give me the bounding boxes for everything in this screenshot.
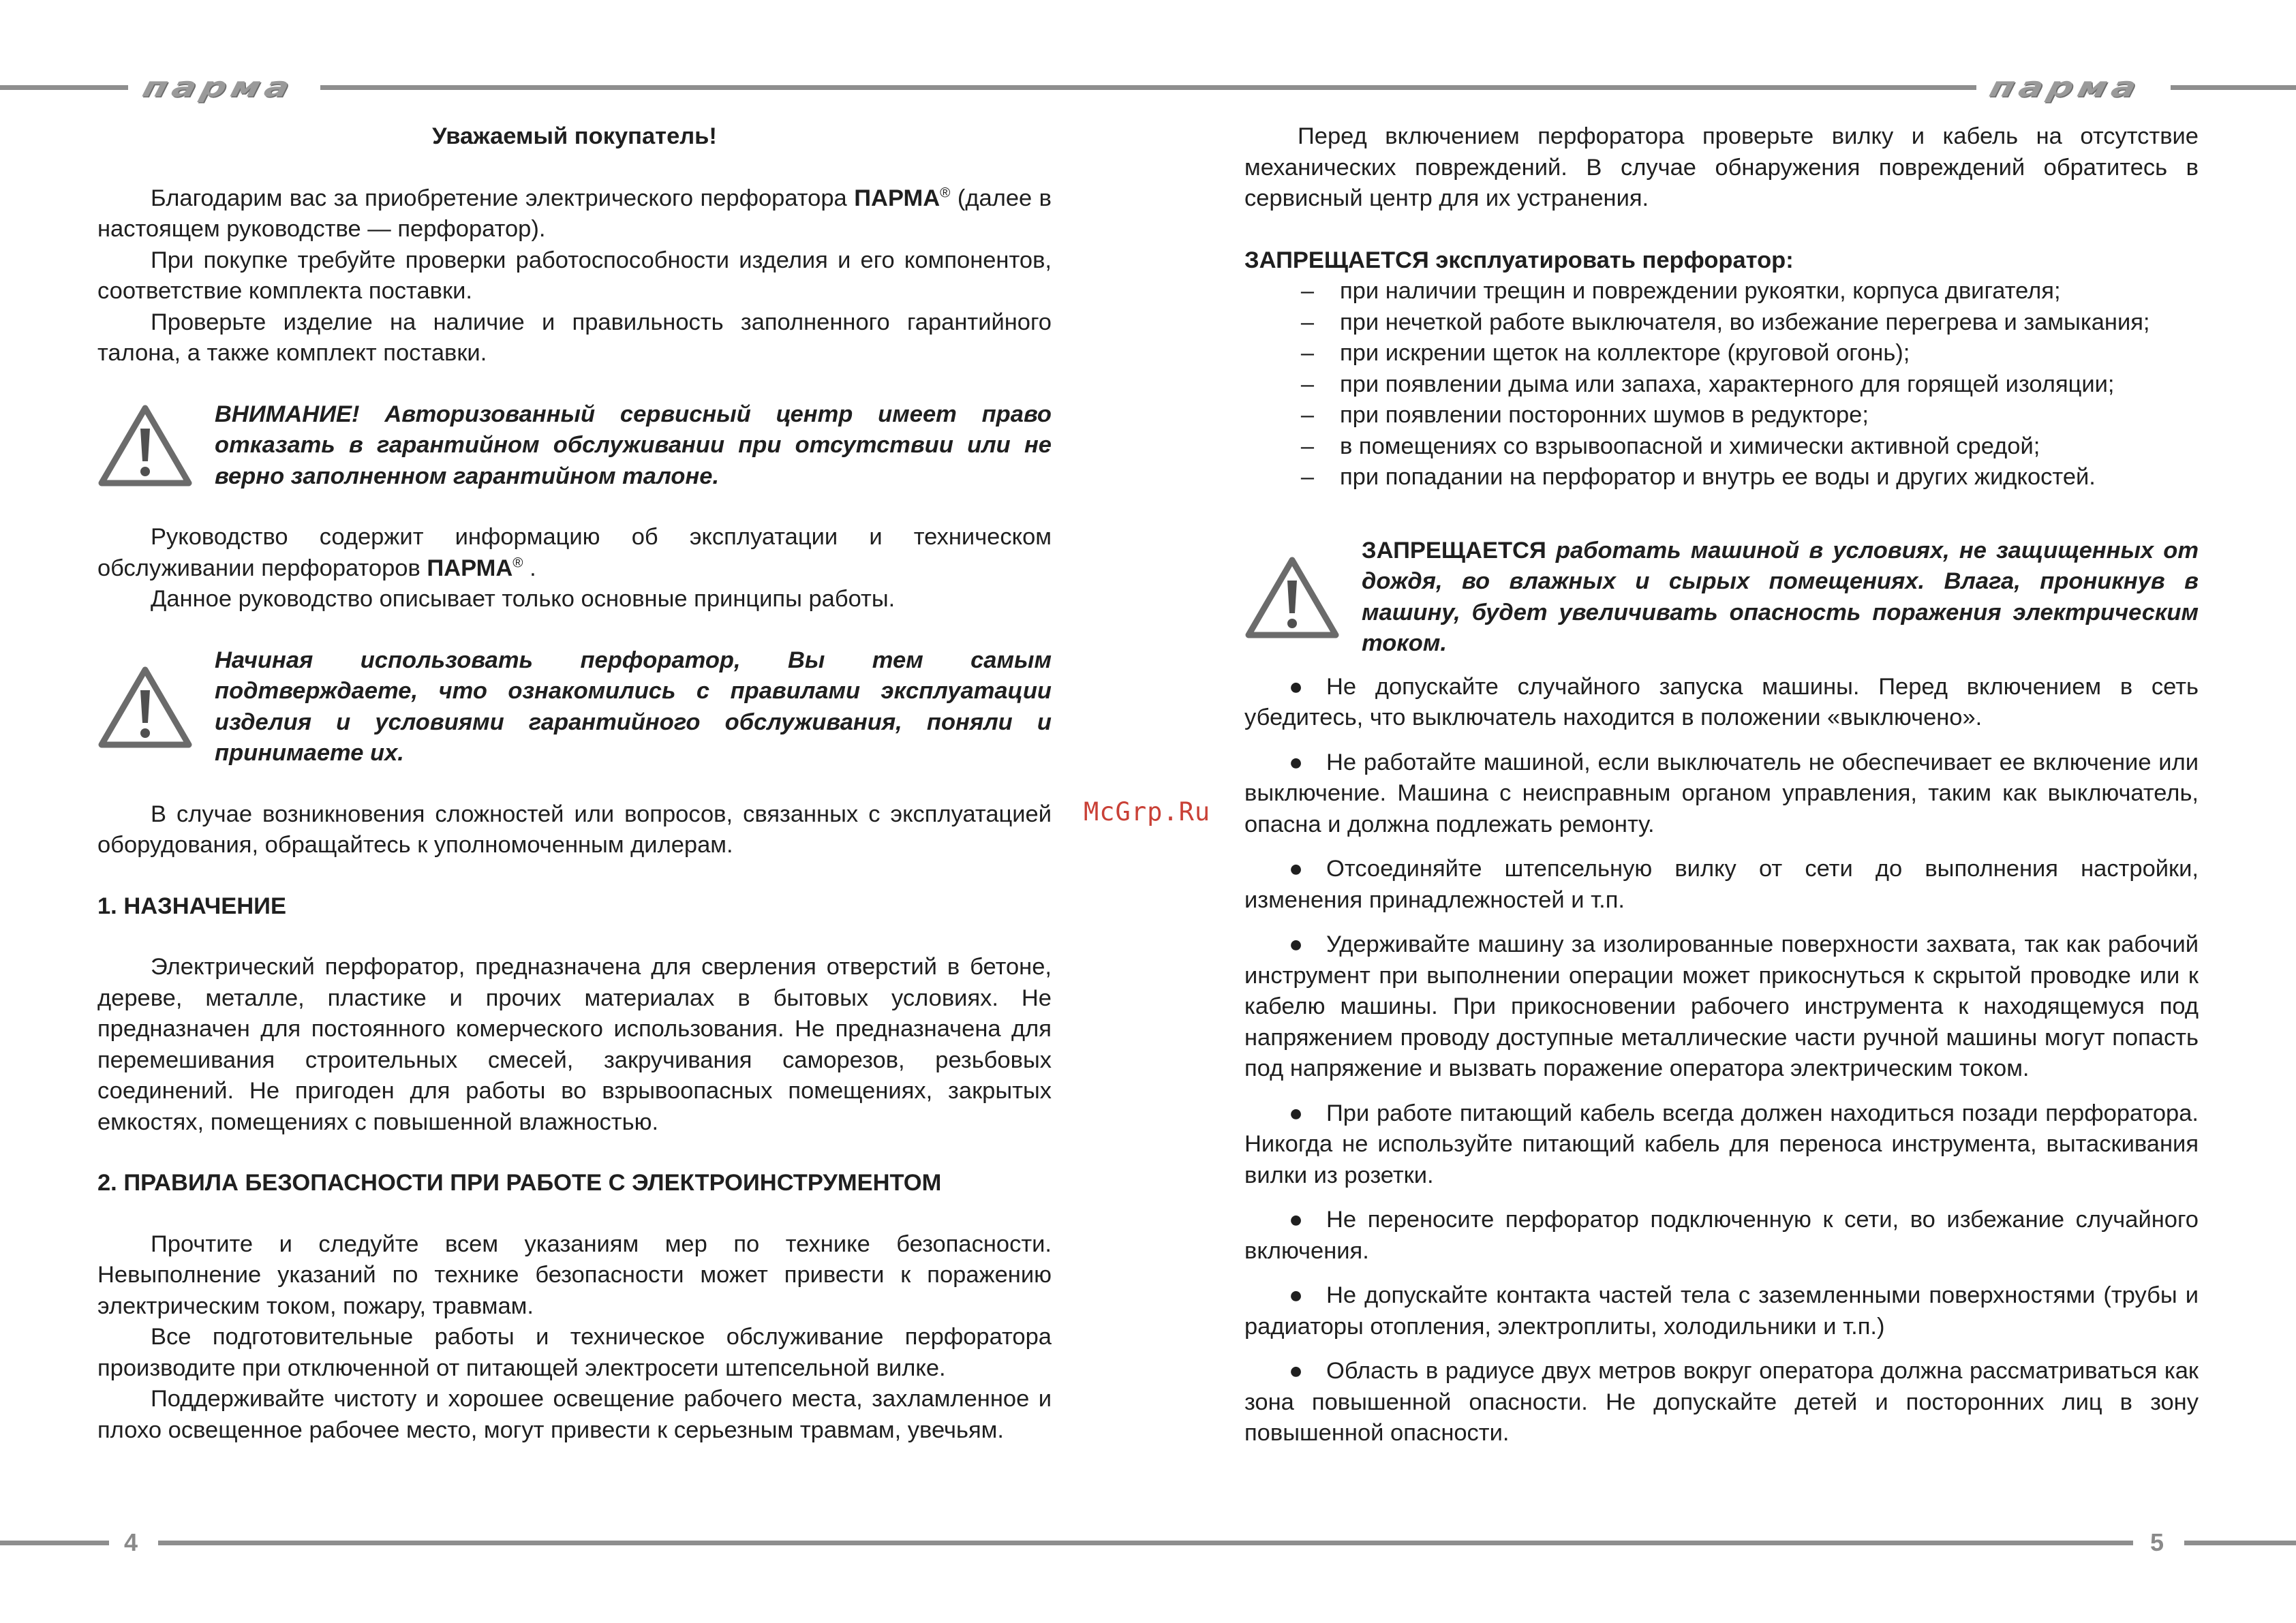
section-2-paragraph-1: Прочтите и следуйте всем указаниям мер по технике безопасности. Невыполнение указаний по технике безопасности может привести к поражению электрическим током, пожару, травмам. xyxy=(97,1231,1052,1319)
section-2-paragraph-2: Все подготовительные работы и техническое обслуживание перфоратора производите при отключенной от питающей электросети штепсельной вилке. xyxy=(97,1324,1052,1381)
section-2-paragraph-3: Поддерживайте чистоту и хорошее освещение рабочего места, захламленное и плохо освещенное рабочее место, могут привести к серьезным травмам, увечьям. xyxy=(97,1386,1052,1443)
check-paragraph: Перед включением перфоратора проверьте вилку и кабель на отсутствие механических повреждений. В случае обнаружения повреждений обратитесь в сервисный центр для их устранения. xyxy=(1244,123,2199,211)
footer-rule-right xyxy=(2184,1541,2296,1545)
footer-rule-left xyxy=(0,1541,109,1545)
section-2-heading: 2. ПРАВИЛА БЕЗОПАСНОСТИ ПРИ РАБОТЕ С ЭЛЕКТРОИНСТРУМЕНТОМ xyxy=(97,1170,942,1196)
forbidden-list xyxy=(1244,276,2199,493)
safety-bullet-8: ● Область в радиусе двух метров вокруг оператора должна рассматриваться как зона повышенной опасности. Не допускайте детей и посторонних лиц в зону повышенной опасности. xyxy=(1244,1358,2199,1446)
warning-block-warranty xyxy=(97,399,1052,493)
header-rule-right xyxy=(2171,85,2296,90)
section-1-text: Электрический перфоратор, предназначена для сверления отверстий в бетоне, дереве, металле, пластике и прочих материалах в бытовых условиях. Не предназначен для постоянного комерческого использования. Не предназначена для перемешивания строительных смесей, закручивания саморезов, резьбовых соединений. Не пригоден для работы во взрывоопасных помещениях, закрытых емкостях, помещениях с повышенной влажностью. xyxy=(97,954,1052,1135)
warning-block-moisture xyxy=(1244,536,2199,660)
list-item: – при появлении посторонних шумов в редукторе; xyxy=(1300,402,1869,428)
brand-logo-left: парма xyxy=(139,71,298,104)
footer-rule-center xyxy=(158,1541,2133,1545)
page-number-right: 5 xyxy=(2150,1528,2164,1556)
page-number-left: 4 xyxy=(124,1528,138,1556)
brand-logo-right: парма xyxy=(1986,71,2145,104)
safety-bullet-7: ● Не допускайте контакта частей тела с заземленными поверхностями (трубы и радиаторы отопления, электроплиты, холодильники и т.п.) xyxy=(1244,1282,2199,1340)
manual-paragraph-2: Данное руководство описывает только основные принципы работы. xyxy=(151,586,896,612)
list-item: – при искрении щеток на коллекторе (круговой огонь); xyxy=(1300,340,1910,366)
list-item: – при нечеткой работе выключателя, во избежание перегрева и замыкания; xyxy=(1300,309,2150,335)
intro-paragraph-3: Проверьте изделие на наличие и правильность заполненного гарантийного талона, а также комплект поставки. xyxy=(97,309,1052,366)
warning-text-acceptance: Начиная использовать перфоратор, Вы тем самым подтверждаете, что ознакомились с правилами эксплуатации изделия и условиями гарантийного обслуживания, поняли и принимаете их. xyxy=(215,647,1052,766)
left-page xyxy=(97,121,1052,1446)
safety-bullet-4: ● Удерживайте машину за изолированные поверхности захвата, так как рабочий инструмент при выполнении операции может прикоснуться к скрытой проводке или к кабелю машины. При прикосновении рабочего инструмента к находящемуся под напряжением проводу доступные металлические части ручной машины могут попасть под напряжение и вызвать поражение оператора электрическим током. xyxy=(1244,931,2199,1081)
contact-paragraph: В случае возникновения сложностей или вопросов, связанных с эксплуатацией оборудования, обращайтесь к уполномоченным дилерам. xyxy=(97,801,1052,858)
list-item: – в помещениях со взрывоопасной и химически активной средой; xyxy=(1300,433,2040,459)
intro-paragraph-2: При покупке требуйте проверки работоспособности изделия и его компонентов, соответствие комплекта поставки. xyxy=(97,247,1052,304)
list-item: – при появлении дыма или запаха, характерного для горящей изоляции; xyxy=(1300,371,2115,397)
warning-triangle-icon xyxy=(97,404,215,487)
forbidden-heading: ЗАПРЕЩАЕТСЯ эксплуатировать перфоратор: xyxy=(1244,247,1794,273)
warning-triangle-icon xyxy=(1244,556,1362,639)
section-1-heading: 1. НАЗНАЧЕНИЕ xyxy=(97,893,286,919)
warning-triangle-icon xyxy=(97,666,215,749)
warning-text-moisture: ЗАПРЕЩАЕТСЯ работать машиной в условиях, не защищенных от дождя, во влажных и сырых помещениях. Влага, проникнув в машину, будет увеличивать опасность поражения электрическим током. xyxy=(1362,537,2199,656)
header-rule-left xyxy=(0,85,128,90)
list-item: – при наличии трещин и повреждении рукоятки, корпуса двигателя; xyxy=(1300,278,2061,304)
safety-bullet-2: ● Не работайте машиной, если выключатель не обеспечивает ее включение или выключение. Машина с неисправным органом управления, таким как выключатель, опасна и должна подлежать ремонту. xyxy=(1244,749,2199,837)
safety-bullet-6: ● Не переносите перфоратор подключенную к сети, во избежание случайного включения. xyxy=(1244,1207,2199,1264)
safety-bullet-1: ● Не допускайте случайного запуска машины. Перед включением в сеть убедитесь, что выключатель находится в положении «выключено». xyxy=(1244,673,2199,730)
brand-name: ПАРМА xyxy=(854,185,940,211)
warning-block-acceptance xyxy=(97,645,1052,769)
safety-bullet-5: ● При работе питающий кабель всегда должен находиться позади перфоратора. Никогда не используйте питающий кабель для переноса инструмента, вытаскивания вилки из розетки. xyxy=(1244,1100,2199,1188)
safety-bullet-3: ● Отсоединяйте штепсельную вилку от сети до выполнения настройки, изменения принадлежностей и т.п. xyxy=(1244,856,2199,913)
header-rule-center xyxy=(320,85,1976,90)
right-page xyxy=(1244,121,2199,1463)
intro-paragraph-1: Благодарим вас за приобретение электрического перфоратора ПАРМА® (далее в настоящем руководстве — перфоратор). xyxy=(97,185,1052,242)
registered-mark: ® xyxy=(940,185,951,200)
greeting-heading: Уважаемый покупатель! xyxy=(432,123,717,149)
warning-text-warranty: ВНИМАНИЕ! Авторизованный сервисный центр имеет право отказать в гарантийном обслуживании при отсутствии или не верно заполненном гарантийном талоне. xyxy=(215,401,1052,489)
watermark: McGrp.Ru xyxy=(1084,797,1211,826)
manual-paragraph-1: Руководство содержит информацию об эксплуатации и техническом обслуживании перфораторов ПАРМА® . xyxy=(97,524,1052,581)
list-item: – при попадании на перфоратор и внутрь ее воды и других жидкостей. xyxy=(1300,464,2096,490)
